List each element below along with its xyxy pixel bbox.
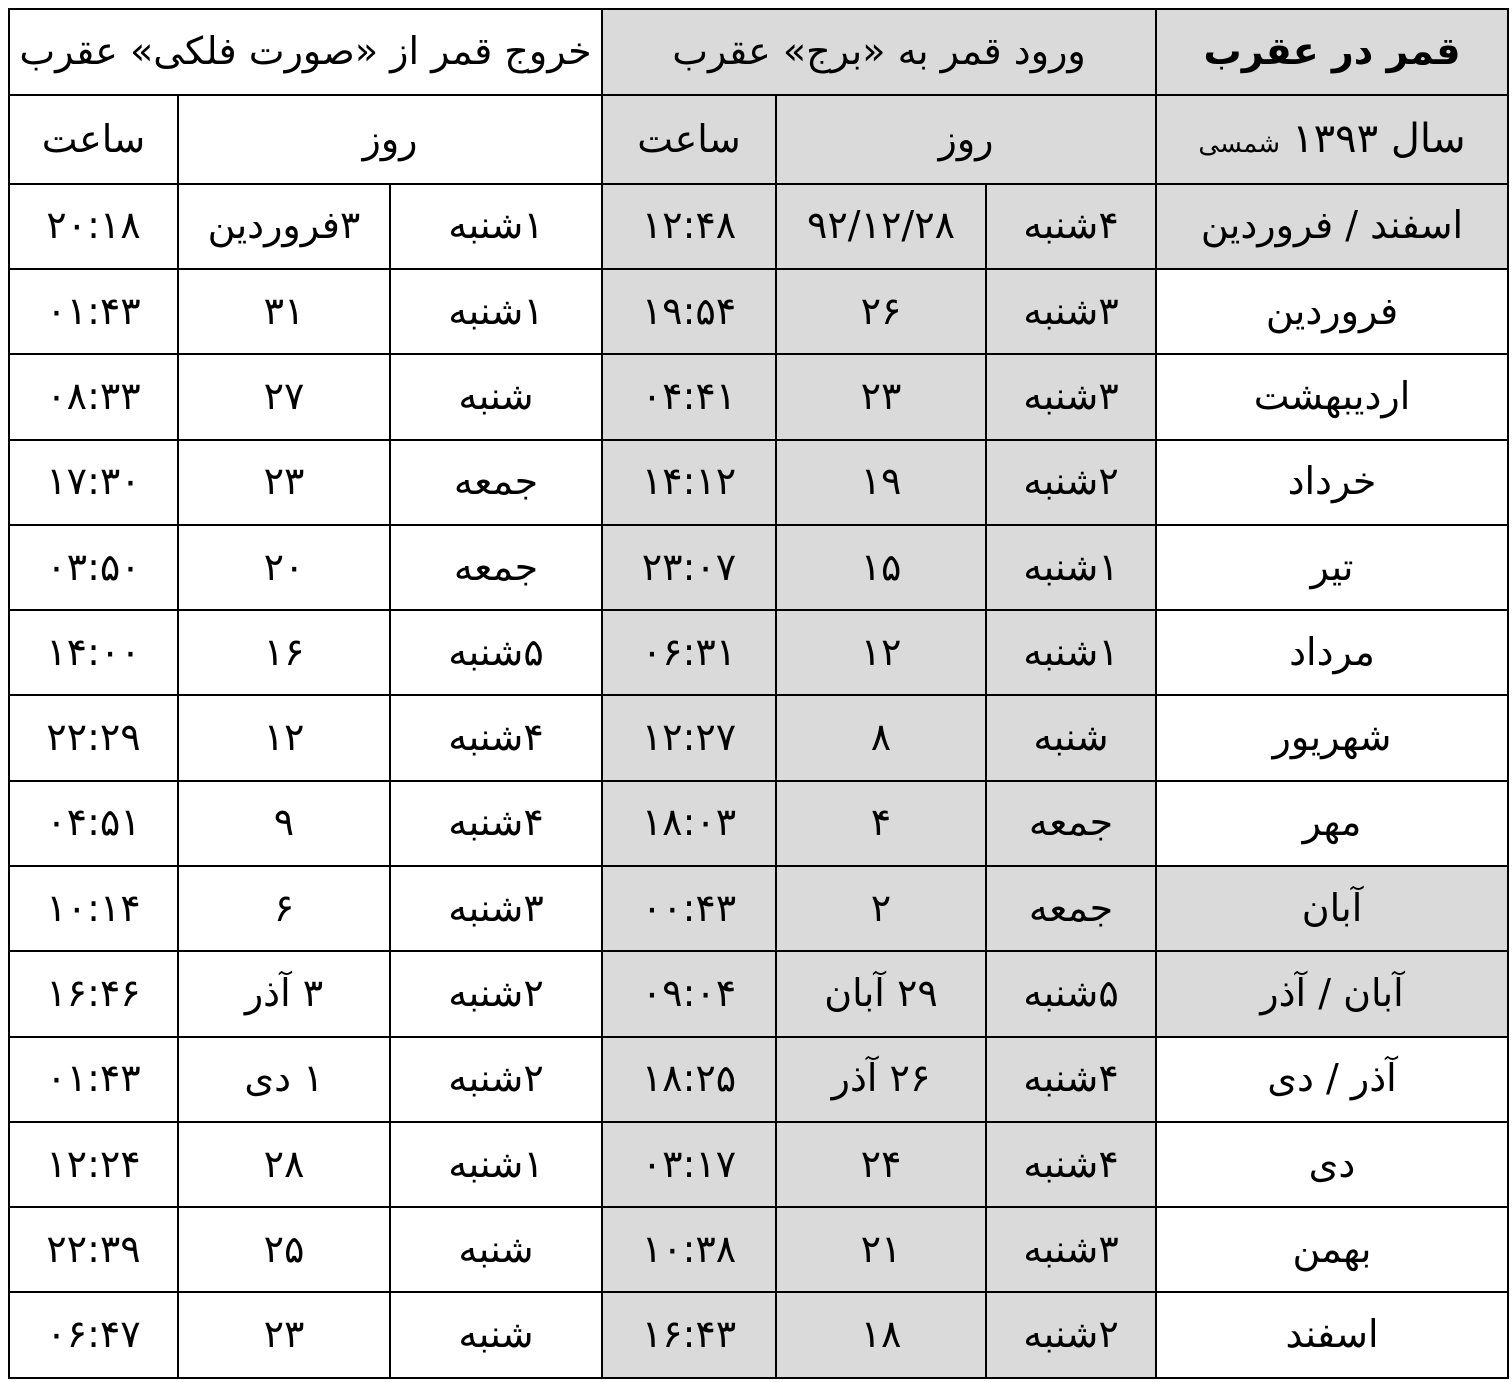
exit-weekday-cell-text: ۱شنبه (448, 1141, 544, 1186)
table-row (9, 610, 1508, 695)
entry-time-cell (602, 781, 776, 866)
entry-date-cell-text: ۱۹ (860, 459, 902, 504)
month-cell-text: شهریور (1272, 715, 1392, 760)
table-row (9, 866, 1508, 951)
exit-time-cell (9, 525, 178, 610)
exit-day-header: روز (178, 95, 602, 183)
month-cell (1156, 1292, 1508, 1378)
exit-time-cell-text: ۱۲:۲۴ (46, 1141, 141, 1186)
entry-date-cell (776, 610, 986, 695)
table-row (9, 184, 1508, 269)
exit-date-cell-text: ۱ دی (244, 1056, 324, 1101)
exit-date-cell (178, 1292, 390, 1378)
table-row (9, 781, 1508, 866)
entry-date-cell (776, 1292, 986, 1378)
exit-date-cell-text: ۲۸ (263, 1141, 305, 1186)
entry-weekday-cell-text: ۲شنبه (1023, 1312, 1119, 1357)
exit-time-cell (9, 269, 178, 354)
entry-time-cell (602, 695, 776, 780)
entry-time-cell (602, 269, 776, 354)
entry-weekday-cell (986, 1207, 1156, 1292)
entry-weekday-cell-text: ۱شنبه (1023, 544, 1119, 589)
exit-date-cell-text: ۲۷ (263, 373, 305, 418)
exit-time-cell-text: ۰۳:۵۰ (46, 544, 141, 589)
entry-weekday-cell-text: ۴شنبه (1023, 203, 1119, 248)
exit-time-cell (9, 1292, 178, 1378)
exit-date-cell (178, 1037, 390, 1122)
exit-date-cell (178, 269, 390, 354)
entry-weekday-cell-text: شنبه (1033, 715, 1109, 760)
entry-time-cell-text: ۱۸:۲۵ (641, 1056, 737, 1101)
month-cell-text: تیر (1310, 544, 1354, 589)
exit-time-cell (9, 354, 178, 439)
exit-weekday-cell (390, 525, 602, 610)
exit-time-cell-text: ۲۲:۲۹ (46, 715, 141, 760)
entry-weekday-cell (986, 866, 1156, 951)
exit-time-cell-text: ۰۸:۳۳ (46, 373, 141, 418)
exit-weekday-cell-text: ۵شنبه (448, 629, 544, 674)
exit-date-cell-text: ۲۳ (263, 1312, 305, 1357)
entry-time-cell (602, 1037, 776, 1122)
exit-time-cell-text: ۰۴:۵۱ (46, 800, 141, 845)
exit-weekday-cell (390, 1122, 602, 1207)
header-row-2 (9, 95, 1508, 183)
exit-weekday-cell-text: شنبه (458, 1312, 534, 1357)
header-row-1 (9, 9, 1508, 95)
exit-weekday-cell-text: ۴شنبه (448, 715, 544, 760)
entry-time-cell (602, 951, 776, 1036)
exit-date-cell-text: ۹ (273, 800, 295, 845)
entry-date-cell-text: ۱۲ (860, 629, 902, 674)
month-cell (1156, 781, 1508, 866)
exit-weekday-cell (390, 440, 602, 525)
entry-date-cell (776, 525, 986, 610)
year-label (1156, 95, 1508, 183)
entry-time-cell-text: ۱۹:۵۴ (641, 288, 737, 333)
exit-time-cell-text: ۱۴:۰۰ (46, 629, 141, 674)
entry-weekday-cell (986, 1292, 1156, 1378)
exit-weekday-cell-text: ۱شنبه (448, 288, 544, 333)
exit-date-cell-text: ۳ آذر (244, 971, 324, 1016)
month-cell-text: اسفند (1285, 1312, 1379, 1357)
exit-weekday-cell-text: شنبه (458, 373, 534, 418)
entry-date-cell-text: ۲۶ (860, 288, 902, 333)
entry-date-cell (776, 1207, 986, 1292)
entry-time-cell (602, 610, 776, 695)
exit-weekday-cell (390, 951, 602, 1036)
table-row (9, 1122, 1508, 1207)
table-row (9, 695, 1508, 780)
entry-date-cell-text: ۱۸ (860, 1312, 902, 1357)
entry-time-cell-text: ۰۴:۴۱ (641, 373, 737, 418)
month-cell (1156, 951, 1508, 1036)
table-row (9, 354, 1508, 439)
entry-date-cell (776, 1122, 986, 1207)
entry-time-cell (602, 525, 776, 610)
entry-date-cell-text: ۱۵ (860, 544, 902, 589)
exit-date-cell (178, 695, 390, 780)
entry-date-cell (776, 354, 986, 439)
month-cell-text: مرداد (1289, 629, 1375, 674)
entry-weekday-cell (986, 184, 1156, 269)
month-cell (1156, 1037, 1508, 1122)
exit-weekday-cell-text: ۲شنبه (448, 971, 544, 1016)
exit-time-cell (9, 440, 178, 525)
exit-weekday-cell-text: ۴شنبه (448, 800, 544, 845)
entry-time-header: ساعت (602, 95, 776, 183)
exit-weekday-cell-text: ۳شنبه (448, 885, 544, 930)
entry-date-cell (776, 866, 986, 951)
entry-time-cell (602, 440, 776, 525)
month-cell (1156, 610, 1508, 695)
exit-weekday-cell (390, 1207, 602, 1292)
month-cell-text: اردیبهشت (1253, 373, 1411, 418)
month-cell-text: مهر (1302, 800, 1362, 845)
exit-time-cell-text: ۲۰:۱۸ (46, 203, 141, 248)
entry-time-cell-text: ۰۹:۰۴ (641, 971, 737, 1016)
exit-weekday-cell (390, 1292, 602, 1378)
exit-time-cell-text: ۰۱:۴۳ (46, 1056, 141, 1101)
exit-weekday-cell-text: جمعه (453, 544, 539, 589)
exit-weekday-cell-text: شنبه (458, 1226, 534, 1271)
entry-group-header: ورود قمر به «برج» عقرب (602, 9, 1156, 95)
exit-time-cell (9, 781, 178, 866)
month-cell (1156, 1122, 1508, 1207)
exit-date-cell (178, 525, 390, 610)
entry-weekday-cell-text: ۵شنبه (1023, 971, 1119, 1016)
entry-date-cell (776, 695, 986, 780)
exit-time-cell-text: ۰۱:۴۳ (46, 288, 141, 333)
exit-weekday-cell (390, 610, 602, 695)
entry-date-cell (776, 269, 986, 354)
month-cell (1156, 184, 1508, 269)
exit-date-cell (178, 781, 390, 866)
entry-weekday-cell (986, 1122, 1156, 1207)
entry-weekday-cell (986, 354, 1156, 439)
entry-weekday-cell (986, 781, 1156, 866)
table-row (9, 269, 1508, 354)
entry-weekday-cell (986, 525, 1156, 610)
exit-weekday-cell (390, 269, 602, 354)
table-row (9, 440, 1508, 525)
month-cell (1156, 695, 1508, 780)
table-row (9, 1292, 1508, 1378)
exit-time-cell (9, 866, 178, 951)
exit-time-cell (9, 1037, 178, 1122)
exit-date-cell (178, 184, 390, 269)
entry-weekday-cell-text: ۴شنبه (1023, 1056, 1119, 1101)
entry-date-cell (776, 781, 986, 866)
month-cell-text: دی (1308, 1141, 1356, 1186)
exit-time-header: ساعت (9, 95, 178, 183)
entry-date-cell-text: ۲۹ آبان (824, 971, 938, 1016)
exit-weekday-cell (390, 781, 602, 866)
entry-day-header: روز (776, 95, 1156, 183)
exit-weekday-cell (390, 695, 602, 780)
exit-date-cell-text: ۳فروردین (207, 203, 361, 248)
entry-date-cell-text: ۲ (870, 885, 892, 930)
exit-time-cell-text: ۱۷:۳۰ (46, 459, 141, 504)
exit-date-cell-text: ۲۵ (263, 1226, 305, 1271)
month-cell (1156, 866, 1508, 951)
exit-date-cell (178, 610, 390, 695)
entry-weekday-cell-text: ۳شنبه (1023, 1226, 1119, 1271)
entry-date-cell (776, 951, 986, 1036)
exit-date-cell (178, 440, 390, 525)
entry-time-cell-text: ۱۴:۱۲ (641, 459, 737, 504)
month-cell-text: اسفند / فروردین (1200, 203, 1464, 248)
entry-time-cell-text: ۰۶:۳۱ (641, 629, 737, 674)
table-row (9, 951, 1508, 1036)
entry-date-cell-text: ۲۳ (860, 373, 902, 418)
exit-time-cell-text: ۰۶:۴۷ (46, 1312, 141, 1357)
entry-time-cell (602, 1207, 776, 1292)
exit-date-cell (178, 951, 390, 1036)
exit-date-cell-text: ۲۰ (263, 544, 305, 589)
entry-weekday-cell (986, 440, 1156, 525)
exit-weekday-cell (390, 1037, 602, 1122)
entry-time-cell-text: ۱۲:۴۸ (641, 203, 737, 248)
entry-weekday-cell-text: جمعه (1028, 885, 1114, 930)
month-cell-text: خرداد (1287, 459, 1377, 504)
month-cell (1156, 354, 1508, 439)
month-cell (1156, 269, 1508, 354)
exit-date-cell (178, 354, 390, 439)
entry-time-cell-text: ۱۶:۴۳ (641, 1312, 737, 1357)
month-cell-text: فروردین (1265, 288, 1399, 333)
entry-date-cell (776, 440, 986, 525)
entry-date-cell-text: ۲۴ (860, 1141, 902, 1186)
entry-weekday-cell (986, 269, 1156, 354)
entry-time-cell (602, 1122, 776, 1207)
entry-time-cell-text: ۰۳:۱۷ (641, 1141, 737, 1186)
entry-weekday-cell-text: جمعه (1028, 800, 1114, 845)
exit-time-cell (9, 1122, 178, 1207)
month-cell-text: آذر / دی (1267, 1056, 1397, 1101)
exit-time-cell-text: ۲۲:۳۹ (46, 1226, 141, 1271)
exit-time-cell (9, 1207, 178, 1292)
exit-date-cell (178, 1207, 390, 1292)
exit-date-cell-text: ۶ (273, 885, 295, 930)
entry-time-cell-text: ۰۰:۴۳ (641, 885, 737, 930)
exit-group-header: خروج قمر از «صورت فلکی» عقرب (9, 9, 602, 95)
exit-time-cell (9, 951, 178, 1036)
entry-weekday-cell-text: ۱شنبه (1023, 629, 1119, 674)
exit-time-cell (9, 184, 178, 269)
month-cell-text: آبان / آذر (1260, 971, 1404, 1016)
entry-time-cell-text: ۲۳:۰۷ (641, 544, 737, 589)
month-cell-text: آبان (1301, 885, 1363, 930)
exit-date-cell (178, 1122, 390, 1207)
exit-date-cell-text: ۱۶ (263, 629, 305, 674)
exit-date-cell (178, 866, 390, 951)
entry-weekday-cell (986, 695, 1156, 780)
entry-weekday-cell (986, 1037, 1156, 1122)
entry-date-cell (776, 1037, 986, 1122)
exit-date-cell-text: ۱۲ (263, 715, 305, 760)
exit-date-cell-text: ۳۱ (263, 288, 305, 333)
table-title: قمر در عقرب (1156, 9, 1508, 95)
entry-time-cell (602, 1292, 776, 1378)
entry-time-cell-text: ۱۲:۲۷ (641, 715, 737, 760)
entry-weekday-cell (986, 610, 1156, 695)
exit-weekday-cell (390, 354, 602, 439)
entry-time-cell (602, 866, 776, 951)
exit-time-cell-text: ۱۰:۱۴ (46, 885, 141, 930)
table-row (9, 525, 1508, 610)
moon-in-scorpio-table (8, 8, 1509, 1379)
entry-time-cell-text: ۱۰:۳۸ (641, 1226, 737, 1271)
year-calendar-word: شمسی (1198, 129, 1281, 160)
month-cell-text: بهمن (1292, 1226, 1372, 1271)
entry-date-cell-text: ۹۲/۱۲/۲۸ (806, 203, 956, 248)
entry-weekday-cell-text: ۲شنبه (1023, 459, 1119, 504)
exit-time-cell-text: ۱۶:۴۶ (46, 971, 141, 1016)
entry-weekday-cell-text: ۳شنبه (1023, 373, 1119, 418)
year-number: سال ۱۳۹۳ (1292, 116, 1466, 163)
exit-weekday-cell (390, 184, 602, 269)
entry-time-cell-text: ۱۸:۰۳ (641, 800, 737, 845)
exit-date-cell-text: ۲۳ (263, 459, 305, 504)
month-cell (1156, 525, 1508, 610)
month-cell (1156, 1207, 1508, 1292)
entry-date-cell (776, 184, 986, 269)
entry-date-cell-text: ۲۶ آذر (831, 1056, 931, 1101)
exit-weekday-cell-text: ۱شنبه (448, 203, 544, 248)
exit-weekday-cell (390, 866, 602, 951)
exit-time-cell (9, 695, 178, 780)
entry-time-cell (602, 354, 776, 439)
entry-date-cell-text: ۸ (870, 715, 892, 760)
entry-weekday-cell (986, 951, 1156, 1036)
month-cell (1156, 440, 1508, 525)
exit-time-cell (9, 610, 178, 695)
entry-weekday-cell-text: ۳شنبه (1023, 288, 1119, 333)
exit-weekday-cell-text: جمعه (453, 459, 539, 504)
entry-date-cell-text: ۲۱ (860, 1226, 902, 1271)
entry-weekday-cell-text: ۴شنبه (1023, 1141, 1119, 1186)
entry-date-cell-text: ۴ (870, 800, 892, 845)
entry-time-cell (602, 184, 776, 269)
table-row (9, 1037, 1508, 1122)
exit-weekday-cell-text: ۲شنبه (448, 1056, 544, 1101)
table-row (9, 1207, 1508, 1292)
